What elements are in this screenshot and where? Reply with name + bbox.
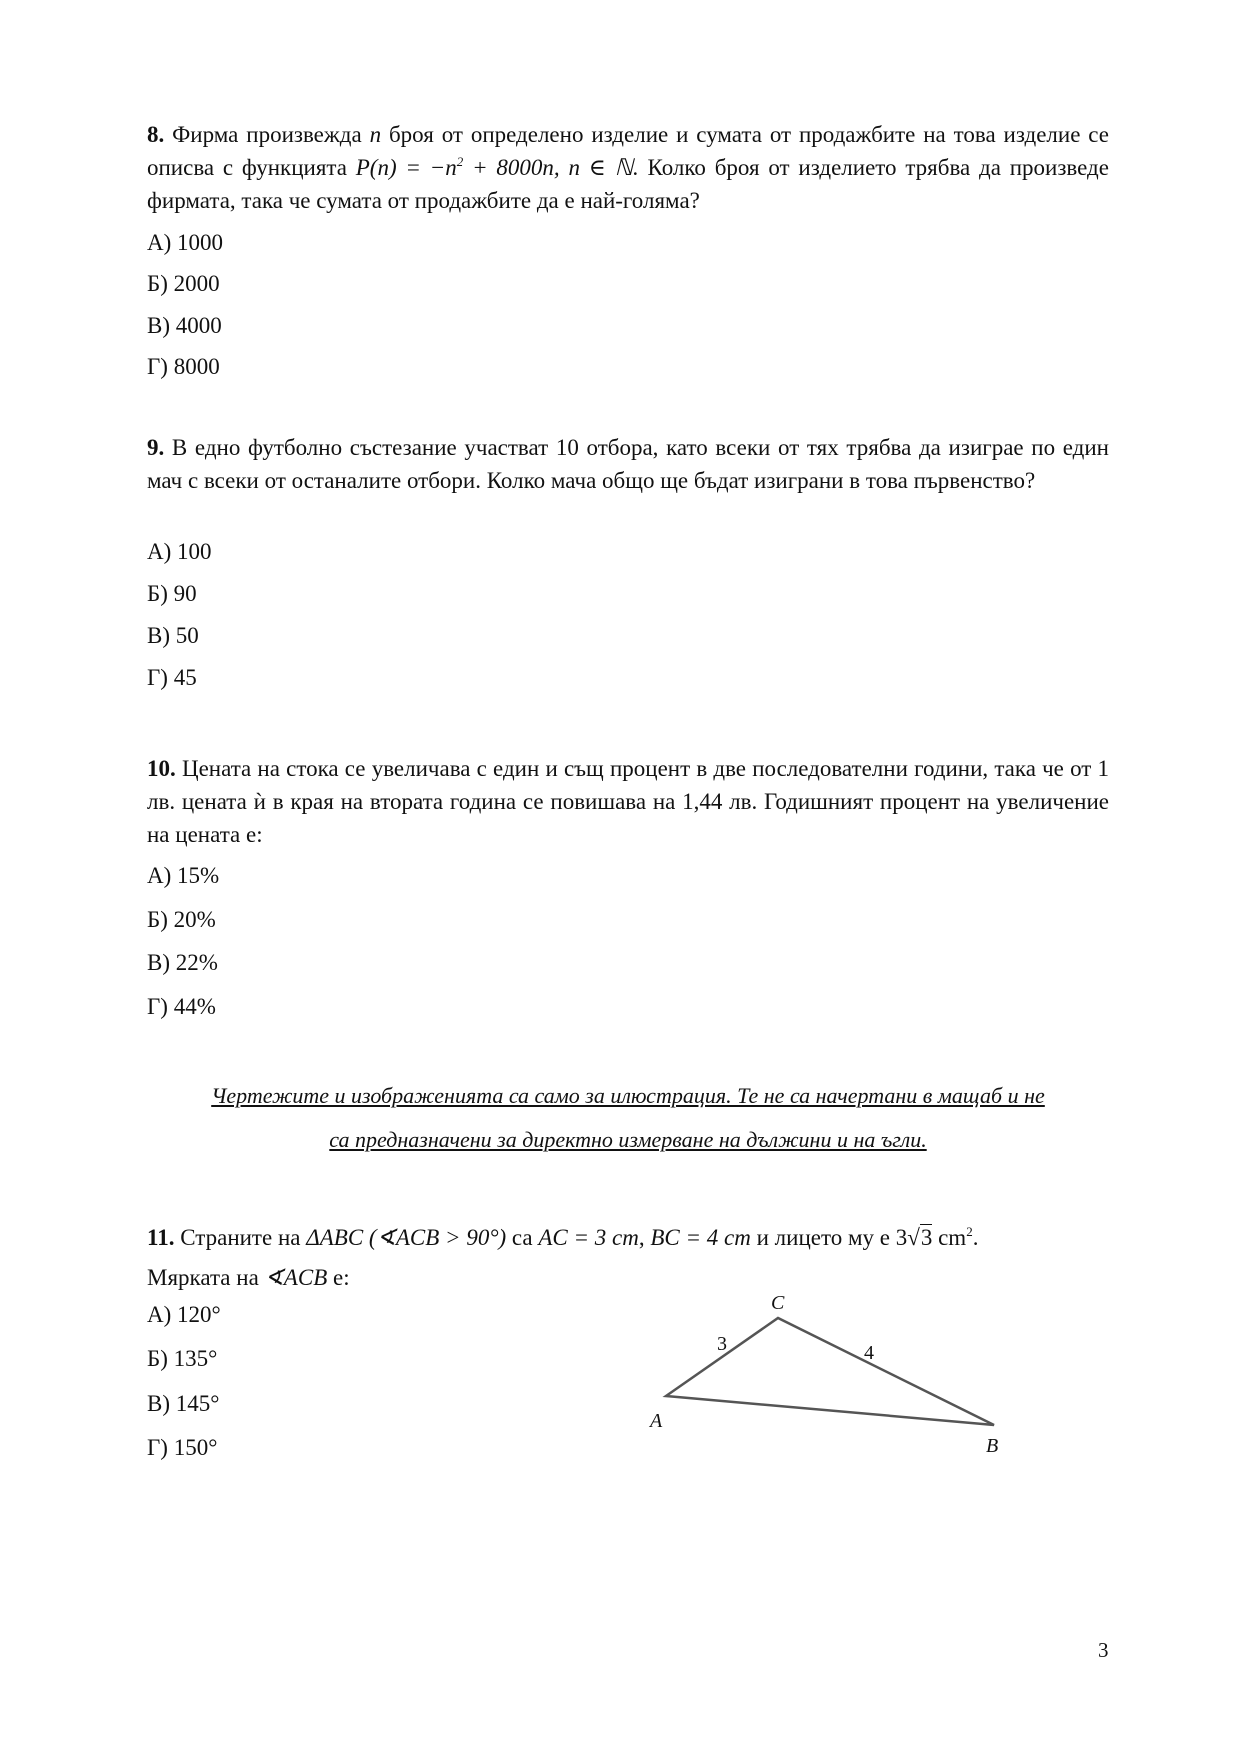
question-text: са: [511, 1225, 539, 1250]
triangle-shape: [666, 1318, 994, 1425]
option-c: В) 145°: [147, 1391, 220, 1416]
triangle-notation: ΔABC: [306, 1225, 364, 1250]
vertex-b-label: B: [986, 1435, 999, 1457]
option-a: А) 100: [147, 539, 212, 564]
question-text: Страните на: [180, 1225, 307, 1250]
question-8: [147, 118, 1109, 217]
option-c: В) 22%: [147, 950, 218, 975]
vertex-c-label: C: [771, 1292, 785, 1314]
question-text: Цената на стока се увеличава с един и същ процент в две последователни години, така че от 1 лв. цената ѝ в края на втората година се повишава на 1,44 лв. Годишният процент на увеличение на цената е:: [147, 756, 1110, 847]
option-c: В) 4000: [147, 313, 222, 338]
angle-condition: (∢ACB > 90°): [368, 1225, 507, 1250]
triangle-figure: [640, 1285, 1020, 1457]
option-c: В) 50: [147, 623, 199, 648]
separator: ,: [638, 1225, 651, 1250]
question-text: Колко броя от изделието трябва да произведе фирмата, така че сумата от продажбите да е най-голяма?: [147, 155, 1109, 213]
angle-notation: ∢ACB: [264, 1265, 328, 1290]
option-a: А) 120°: [147, 1302, 221, 1327]
math-variable: n: [369, 122, 382, 147]
question-9: [147, 431, 1109, 497]
option-b: Б) 2000: [147, 271, 220, 296]
question-text: е:: [327, 1265, 350, 1290]
option-a: А) 15%: [147, 863, 220, 888]
option-d: Г) 45: [147, 665, 197, 690]
question-text: броя от определено изделие и сумата от продажбите на това изделие се описва с функцията: [147, 122, 1109, 180]
question-number: 8.: [147, 122, 165, 147]
question-text: В едно футболно състезание участват 10 отбора, като всеки от тях трябва да изиграе по един мач с всеки от останалите отбори. Колко мача общо ще бъдат изиграни в това първенство?: [147, 435, 1109, 493]
disclaimer-line-2: са предназначени за директно измерване на дължини и на ъгли.: [329, 1127, 927, 1152]
question-number: 11.: [147, 1225, 175, 1250]
question-text: и лицето му е: [756, 1225, 896, 1250]
page-number: 3: [1098, 1638, 1109, 1662]
option-b: Б) 90: [147, 581, 197, 606]
option-d: Г) 8000: [147, 354, 220, 379]
area-value: 3√3 $cm^2$.: [895, 1224, 979, 1250]
side-ac: AC = 3 cm: [538, 1225, 639, 1250]
side-bc-label: 4: [864, 1342, 874, 1364]
option-a: А) 1000: [147, 230, 224, 255]
formula-domain: , n ∈ ℕ.: [553, 155, 639, 180]
question-10: [147, 752, 1109, 851]
option-d: Г) 150°: [147, 1435, 218, 1460]
option-b: Б) 135°: [147, 1346, 218, 1371]
question-number: 9.: [147, 435, 165, 460]
option-b: Б) 20%: [147, 907, 216, 932]
vertex-a-label: A: [650, 1410, 663, 1432]
disclaimer-line-1: Чертежите и изображенията са само за илюстрация. Те не са начертани в мащаб и не: [211, 1083, 1045, 1108]
question-text: Фирма произвежда: [172, 122, 370, 147]
option-d: Г) 44%: [147, 994, 216, 1019]
question-number: 10.: [147, 756, 176, 781]
side-bc: BC = 4 cm: [650, 1225, 751, 1250]
question-text: Мярката на: [147, 1265, 265, 1290]
side-ac-label: 3: [717, 1333, 727, 1355]
formula: $P(n) = -n^2 + 8000n$: [355, 154, 554, 180]
